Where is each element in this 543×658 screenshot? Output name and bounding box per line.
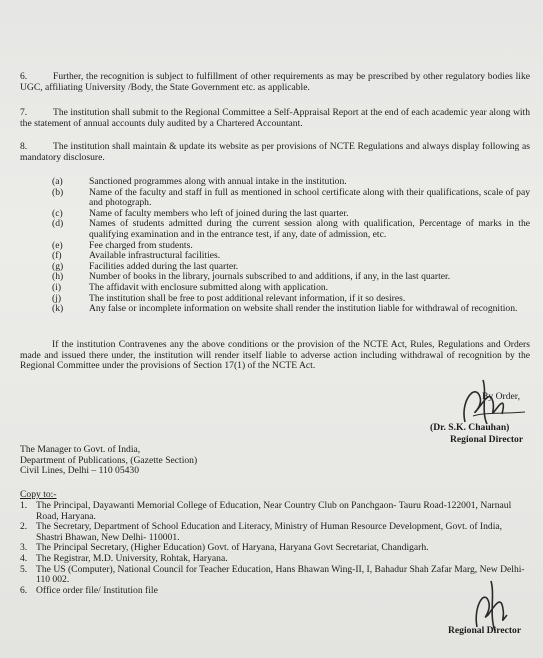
item-text: The affidavit with enclosure submitted along with application. bbox=[89, 281, 329, 293]
item-label: (j) bbox=[52, 292, 62, 304]
paragraph-6 bbox=[20, 72, 530, 93]
address-block bbox=[20, 445, 197, 477]
list-item bbox=[20, 522, 530, 543]
item-label: (e) bbox=[52, 239, 63, 251]
item-text: The US (Computer), National Council for Teacher Education, Hans Bhawan Wing-II, I, Bahadur Shah Zafar Marg, New Delhi- 110 002. bbox=[36, 563, 525, 586]
item-label: (k) bbox=[52, 303, 64, 315]
paragraph-text: The institution shall maintain & update its website as per provisions of NCTE Regulations and always display following as mandatory disclosure. bbox=[20, 141, 530, 163]
paragraph-text: Further, the recognition is subject to fulfillment of other requirements as may be prescribed by other regulatory bodies like UGC, affiliating University /Body, the State Government etc. as applicable. bbox=[20, 71, 530, 93]
item-label: (d) bbox=[52, 218, 64, 230]
item-label: (g) bbox=[52, 260, 64, 272]
contravention-paragraph: If the institution Contravenes any the above conditions or the provision of the NCTE Act, Rules, Regulations and Orders made and issued there under, the institution will render itself liable to adverse action including withdrawal of recognition by the Regional Committee under the provisions of Section 17(1) of the NCTE Act. bbox=[20, 339, 530, 372]
list-item bbox=[52, 177, 530, 188]
list-item bbox=[20, 554, 530, 565]
list-item bbox=[20, 586, 530, 597]
item-number: 6. bbox=[20, 584, 28, 596]
disclosure-list bbox=[52, 177, 530, 315]
item-label: (a) bbox=[52, 176, 63, 187]
item-text: Name of the faculty and staff in full as mentioned in school certificate along with their qualifications, scale of pay and photograph. bbox=[89, 186, 530, 209]
list-item bbox=[52, 219, 530, 240]
item-text: Office order file/ Institution file bbox=[36, 584, 158, 596]
item-text: Sanctioned programmes along with annual intake in the institution. bbox=[89, 176, 347, 187]
paragraph-number: 6. bbox=[20, 71, 28, 82]
item-text: Available infrastructural facilities. bbox=[89, 250, 221, 262]
item-text: Fee charged from students. bbox=[89, 239, 193, 251]
item-text: Names of students admitted during the current session along with qualification, Percentage of marks in the qualifying examination and in the entrance test, if any, date of admission, etc. bbox=[89, 218, 530, 240]
item-text: Number of books in the library, journals subscribed to and additions, if any, in the last quarter. bbox=[89, 271, 451, 283]
item-label: (b) bbox=[52, 186, 64, 198]
list-item bbox=[52, 188, 530, 209]
item-text: The Registrar, M.D. University, Rohtak, Haryana. bbox=[36, 552, 228, 564]
paragraph-8 bbox=[20, 142, 530, 163]
list-item bbox=[20, 501, 530, 522]
footer-designation: Regional Director bbox=[448, 625, 522, 636]
address-line: Civil Lines, Delhi – 110 05430 bbox=[20, 465, 140, 477]
item-label: (f) bbox=[52, 250, 62, 262]
item-number: 5. bbox=[20, 563, 28, 575]
signatory-name: (Dr. S.K. Chauhan) bbox=[430, 422, 510, 433]
item-label: (c) bbox=[52, 207, 63, 219]
item-label: (i) bbox=[52, 281, 62, 293]
item-label: (h) bbox=[52, 271, 64, 283]
list-item bbox=[52, 304, 530, 315]
item-text: Any false or incomplete information on website shall render the institution liable for withdrawal of recognition. bbox=[89, 303, 518, 315]
by-order-label: By Order, bbox=[482, 391, 520, 402]
address-line: The Manager to Govt. of India, bbox=[20, 444, 141, 455]
item-text: The Secretary, Department of School Education and Literacy, Ministry of Human Resource Development, Govt. of India, Shastri Bhawan, New Delhi- 110001. bbox=[36, 521, 503, 543]
item-number: 3. bbox=[20, 542, 28, 554]
list-item bbox=[20, 565, 530, 586]
address-line: Department of Publications, (Gazette Section) bbox=[20, 454, 198, 466]
item-text: The Principal, Dayawanti Memorial College of Education, Near Country Club on Panchgaon- Tauru Road-122001, Narnaul Road, Haryana. bbox=[36, 500, 512, 522]
paragraph-number: 7. bbox=[20, 107, 28, 118]
paragraph-7 bbox=[20, 108, 530, 129]
item-number: 1. bbox=[20, 500, 28, 511]
item-text: Facilities added during the last quarter. bbox=[89, 260, 239, 272]
copy-to-heading: Copy to:- bbox=[20, 489, 57, 500]
list-item bbox=[52, 283, 530, 294]
item-number: 2. bbox=[20, 521, 28, 533]
signatory-designation: Regional Director bbox=[450, 434, 524, 445]
copy-to-list bbox=[20, 501, 530, 596]
item-text: The Principal Secretary, (Higher Education) Govt. of Haryana, Haryana Govt Secretariat, Chandigarh. bbox=[36, 542, 429, 554]
item-text: The institution shall be free to post additional relevant information, if it so desires. bbox=[89, 292, 406, 304]
item-number: 4. bbox=[20, 552, 28, 564]
item-text: Name of faculty members who left of joined during the last quarter. bbox=[89, 207, 349, 219]
paragraph-number: 8. bbox=[20, 141, 28, 152]
paragraph-text: The institution shall submit to the Regional Committee a Self-Appraisal Report at the end of each academic year along with the statement of annual accounts duly audited by a Chartered Accountant. bbox=[20, 107, 530, 129]
